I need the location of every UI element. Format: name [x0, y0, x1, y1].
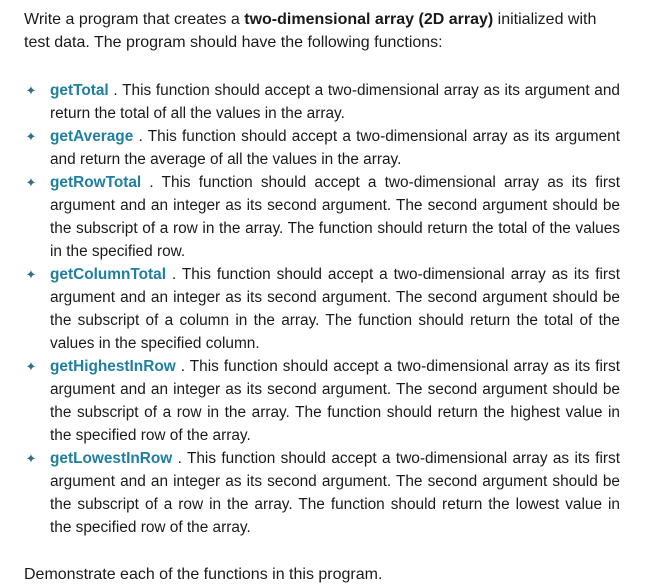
star-bullet-icon: ✦ [25, 359, 37, 374]
list-item-get-row-total [24, 171, 620, 263]
star-bullet-icon: ✦ [25, 175, 37, 190]
function-description: . This function should accept a two-dimensional array as its first argument and an integer as its second argument. The second argument should be the subscript of a column in the array. The function should return the total of the values in the specified column. [50, 266, 620, 352]
function-description: . This function should accept a two-dimensional array as its argument and return the total of all the values in the array. [50, 82, 620, 122]
intro-paragraph [24, 8, 614, 54]
function-description: . This function should accept a two-dimensional array as its argument and return the average of all the values in the array. [50, 128, 620, 168]
star-bullet-icon: ✦ [25, 451, 37, 466]
list-item-get-column-total [24, 263, 620, 355]
intro-text-start: Write a program that creates a [24, 11, 245, 28]
list-item-get-highest-in-row [24, 355, 620, 447]
star-bullet-icon: ✦ [25, 83, 37, 98]
function-name: getTotal [50, 82, 109, 99]
star-bullet-icon: ✦ [25, 267, 37, 282]
list-item-get-average [24, 125, 620, 171]
function-description: . This function should accept a two-dimensional array as its first argument and an integer as its second argument. The second argument should be the subscript of a row in the array. The function should return the total of the values in the specified row. [50, 174, 620, 260]
function-name: getHighestInRow [50, 358, 176, 375]
list-item-get-lowest-in-row [24, 447, 620, 539]
function-name: getAverage [50, 128, 134, 145]
function-list [24, 79, 620, 539]
list-item-get-total [24, 79, 620, 125]
function-description: . This function should accept a two-dimensional array as its first argument and an integer as its second argument. The second argument should be the subscript of a row in the array. The function should return the lowest value in the specified row of the array. [50, 450, 620, 536]
function-name: getLowestInRow [50, 450, 173, 467]
star-bullet-icon: ✦ [25, 129, 37, 144]
intro-text-end: initialized with test data. The program should have the following functions: [24, 11, 597, 51]
function-name: getRowTotal [50, 174, 142, 191]
function-description: . This function should accept a two-dimensional array as its first argument and an integer as its second argument. The second argument should be the subscript of a row in the array. The function should return the highest value in the specified row of the array. [50, 358, 620, 444]
closing-paragraph: Demonstrate each of the functions in this program. [24, 566, 383, 583]
function-name: getColumnTotal [50, 266, 166, 283]
intro-bold-term: two-dimensional array (2D array) [244, 11, 494, 28]
